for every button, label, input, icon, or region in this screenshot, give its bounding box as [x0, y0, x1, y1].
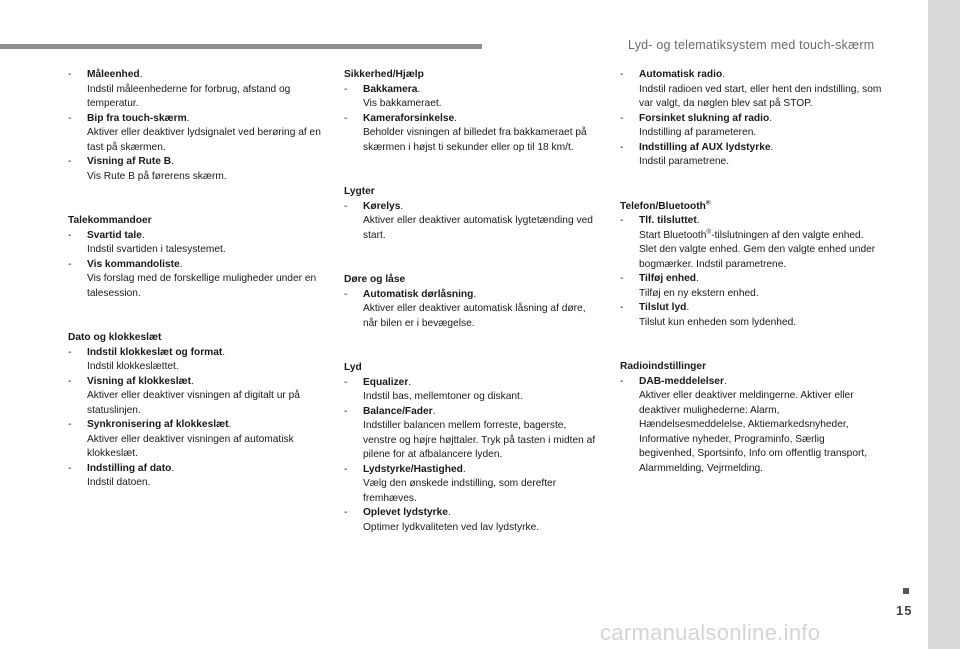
setting-name-line: Bip fra touch-skærm. — [87, 112, 190, 124]
setting-item — [344, 463, 599, 507]
setting-name-line: Forsinket slukning af radio. — [639, 112, 773, 124]
setting-name-line: Måleenhed. — [87, 69, 143, 80]
setting-description-text: Indstil klokkeslættet. — [87, 361, 179, 372]
setting-description — [363, 97, 599, 112]
setting-name: Visning af klokkeslæt — [87, 375, 191, 387]
list-dash: - — [68, 69, 72, 80]
setting-description — [87, 170, 330, 185]
setting-name-line: Tlf. tilsluttet. — [639, 215, 700, 226]
list-dash: - — [344, 112, 348, 124]
settings-section — [620, 68, 882, 170]
setting-name: Måleenhed — [87, 69, 140, 80]
setting-item — [344, 506, 599, 535]
setting-name-line: Indstil klokkeslæt og format. — [87, 346, 226, 358]
setting-description-text: Aktiver eller deaktiver automatisk låsning af døre, når bilen er i bevægelse. — [363, 303, 586, 329]
setting-item — [68, 346, 330, 375]
setting-item — [620, 375, 882, 477]
setting-name-line: Balance/Fader. — [363, 405, 436, 417]
setting-item — [344, 376, 599, 405]
settings-section — [68, 214, 330, 301]
setting-description-text: Indstil datoen. — [87, 477, 151, 488]
column-1 — [68, 68, 330, 521]
setting-name-line: Bakkamera. — [363, 83, 421, 95]
setting-description-text: Aktiver eller deaktiver meldingerne. Aktiver eller deaktiver mulighederne: Alarm, Hændelsesmeddelelse, Aktiemarkedsnyheder, Informative nyheder, Programinfo, Særlig begivenhed, Sportsinfo, Info om offentlig transport, Alarmmelding, Vejrmelding. — [639, 390, 868, 474]
list-dash: - — [344, 83, 348, 95]
list-dash: - — [620, 112, 624, 124]
setting-name: Forsinket slukning af radio — [639, 112, 770, 124]
setting-description-text: Vis bakkameraet. — [363, 98, 442, 109]
registered-mark: ® — [705, 199, 711, 207]
setting-name: Tilslut lyd — [639, 302, 687, 313]
setting-description — [87, 272, 330, 301]
setting-description — [639, 229, 882, 273]
list-dash: - — [68, 229, 72, 241]
section-title — [68, 331, 330, 346]
list-dash: - — [68, 462, 72, 474]
setting-item — [68, 229, 330, 258]
section-title — [68, 214, 330, 229]
setting-item — [344, 112, 599, 156]
setting-name: Indstilling af AUX lydstyrke — [639, 141, 771, 153]
setting-description — [363, 419, 599, 463]
section-title-text: Sikkerhed/Hjælp — [344, 69, 424, 80]
settings-section — [68, 68, 330, 184]
setting-name-line: Oplevet lydstyrke. — [363, 507, 451, 518]
setting-item — [620, 68, 882, 112]
list-dash: - — [344, 507, 348, 518]
setting-name: Visning af Rute B — [87, 156, 172, 167]
setting-description-text: Vis forslag med de forskellige muligheder under en talesession. — [87, 273, 317, 299]
list-dash: - — [620, 215, 624, 226]
setting-name-line: Vis kommandoliste. — [87, 258, 183, 270]
setting-description — [639, 287, 882, 302]
setting-description-text: Indstiller balancen mellem forreste, bagerste, venstre og højre højttaler. Tryk på tasten i midten af pilene for at afbalancere lyden. — [363, 420, 596, 460]
settings-section — [344, 273, 599, 331]
list-dash: - — [68, 112, 72, 124]
setting-item — [620, 272, 882, 301]
setting-name-line: Lydstyrke/Hastighed. — [363, 463, 466, 475]
watermark: carmanualsonline.info — [600, 620, 821, 645]
list-dash: - — [344, 288, 348, 300]
list-dash: - — [68, 346, 72, 358]
list-dash: - — [344, 376, 348, 388]
setting-description — [639, 126, 882, 141]
list-dash: - — [68, 258, 72, 270]
setting-description-text: Indstil måleenhederne for forbrug, afstand og temperatur. — [87, 83, 291, 109]
section-title — [344, 273, 599, 288]
setting-name-line: Kameraforsinkelse. — [363, 112, 458, 124]
setting-name: Synkronisering af klokkeslæt — [87, 419, 229, 430]
settings-section — [620, 360, 882, 476]
section-title-text: Dato og klokkeslæt — [68, 332, 162, 343]
setting-description — [87, 83, 330, 112]
setting-description-text: Beholder visningen af billedet fra bakkameraet på skærmen i højst ti sekunder eller op til 18 km/t. — [363, 127, 587, 153]
setting-item — [68, 155, 330, 184]
setting-description — [639, 83, 882, 112]
setting-description — [87, 243, 330, 258]
setting-item — [68, 375, 330, 419]
side-strip — [928, 0, 960, 649]
section-title-text: Lyd — [344, 362, 362, 373]
list-dash: - — [344, 200, 348, 212]
setting-description-text: Indstil parametrene. — [639, 156, 730, 167]
setting-description — [87, 126, 330, 155]
setting-item — [344, 200, 599, 244]
setting-description-text: Vis Rute B på førerens skærm. — [87, 170, 227, 182]
setting-description — [639, 389, 882, 476]
setting-name: Automatisk radio — [639, 69, 723, 80]
setting-name-line: Synkronisering af klokkeslæt. — [87, 419, 232, 430]
setting-name: DAB-meddelelser — [639, 375, 724, 387]
setting-name: Lydstyrke/Hastighed — [363, 463, 463, 475]
list-dash: - — [620, 273, 624, 284]
section-title-text: Talekommandoer — [68, 215, 152, 226]
list-dash: - — [68, 375, 72, 387]
section-title-text: Radioindstillinger — [620, 361, 707, 372]
setting-item — [620, 214, 882, 272]
setting-description — [87, 433, 330, 462]
settings-section — [344, 185, 599, 243]
section-title — [344, 68, 599, 83]
setting-name: Automatisk dørlåsning — [363, 288, 474, 300]
setting-name: Bakkamera — [363, 83, 418, 95]
setting-description-text: Tilslut kun enheden som lydenhed. — [639, 316, 797, 328]
setting-description-text: Vælg den ønskede indstilling, som derefter fremhæves. — [363, 478, 557, 504]
setting-description — [87, 389, 330, 418]
column-3 — [620, 68, 882, 506]
section-title-text: Telefon/Bluetooth — [620, 200, 706, 212]
setting-name-line: Visning af Rute B. — [87, 156, 174, 167]
setting-item — [68, 418, 330, 462]
setting-name-line: Tilføj enhed. — [639, 273, 699, 284]
column-2 — [344, 68, 599, 565]
setting-name: Kørelys — [363, 200, 401, 212]
setting-description — [363, 126, 599, 155]
setting-name-line: Svartid tale. — [87, 229, 145, 241]
section-title — [344, 361, 599, 376]
setting-description-text: Indstil svartiden i talesystemet. — [87, 244, 226, 255]
setting-name: Svartid tale — [87, 229, 142, 241]
setting-name: Indstil klokkeslæt og format — [87, 346, 223, 358]
section-title-text: Døre og låse — [344, 274, 406, 285]
setting-description-text: Aktiver eller deaktiver visningen af digitalt ur på statuslinjen. — [87, 390, 300, 416]
setting-description-text: Indstilling af parameteren. — [639, 127, 757, 138]
setting-name: Tilføj enhed — [639, 273, 696, 284]
page-number: 15 — [896, 603, 913, 618]
setting-item — [344, 83, 599, 112]
setting-description-prefix: Start Bluetooth — [639, 229, 707, 241]
setting-item — [68, 112, 330, 156]
list-dash: - — [68, 156, 72, 167]
list-dash: - — [620, 375, 624, 387]
setting-item — [68, 462, 330, 491]
setting-item — [620, 301, 882, 330]
setting-description — [87, 476, 330, 491]
setting-name-line: Indstilling af AUX lydstyrke. — [639, 141, 774, 153]
setting-description — [639, 316, 882, 331]
setting-description-text: Optimer lydkvaliteten ved lav lydstyrke. — [363, 521, 540, 533]
setting-description — [363, 477, 599, 506]
setting-description-text: Tilføj en ny ekstern enhed. — [639, 287, 759, 299]
setting-name-line: Automatisk dørlåsning. — [363, 288, 477, 300]
setting-name-line: Tilslut lyd. — [639, 302, 690, 313]
setting-description — [363, 521, 599, 536]
setting-description — [87, 360, 330, 375]
setting-item — [68, 258, 330, 302]
settings-section — [620, 200, 882, 331]
setting-name: Kameraforsinkelse — [363, 112, 455, 124]
setting-description-text: Indstil radioen ved start, eller hent den indstilling, som var valgt, da nøglen blev sat på STOP. — [639, 83, 882, 109]
section-title — [344, 185, 599, 200]
setting-description-text: Aktiver eller deaktiver lydsignalet ved berøring af en tast på skærmen. — [87, 127, 321, 153]
section-title — [620, 200, 882, 215]
setting-item — [344, 288, 599, 332]
setting-name-line: Visning af klokkeslæt. — [87, 375, 194, 387]
setting-name: Balance/Fader — [363, 405, 433, 417]
list-dash: - — [344, 463, 348, 475]
setting-name: Bip fra touch-skærm — [87, 112, 187, 124]
section-title — [620, 360, 882, 375]
setting-name: Oplevet lydstyrke — [363, 507, 448, 518]
setting-description — [363, 302, 599, 331]
setting-item — [68, 68, 330, 112]
setting-item — [344, 405, 599, 463]
setting-description-text: Aktiver eller deaktiver automatisk lygtetænding ved start. — [363, 215, 593, 241]
setting-name: Vis kommandoliste — [87, 258, 180, 270]
header-rule — [0, 44, 482, 49]
list-dash: - — [344, 405, 348, 417]
list-dash: - — [68, 419, 72, 430]
setting-description-text: Indstil bas, mellemtoner og diskant. — [363, 391, 523, 402]
setting-description-text: Aktiver eller deaktiver visningen af automatisk klokkeslæt. — [87, 433, 294, 459]
settings-section — [344, 68, 599, 155]
setting-description — [363, 390, 599, 405]
settings-section — [68, 331, 330, 491]
settings-section — [344, 361, 599, 535]
setting-description — [639, 155, 882, 170]
setting-name: Indstilling af dato — [87, 462, 172, 474]
page-end-marker — [903, 588, 909, 594]
setting-name-line: Automatisk radio. — [639, 69, 726, 80]
setting-item — [620, 141, 882, 170]
setting-name: Equalizer — [363, 376, 409, 388]
page-header-title: Lyd- og telematiksystem med touch-skærm — [628, 38, 875, 52]
setting-name-line: DAB-meddelelser. — [639, 375, 727, 387]
list-dash: - — [620, 302, 624, 313]
setting-name: Tlf. tilsluttet — [639, 215, 697, 226]
setting-description-text: -tilslutningen af den valgte enhed. Slet den valgte enhed. Gem den valgte enhed under bogmærker. Indstil parametrene. — [639, 229, 876, 270]
setting-item — [620, 112, 882, 141]
registered-mark: ® — [706, 228, 712, 236]
setting-name-line: Equalizer. — [363, 376, 412, 388]
list-dash: - — [620, 141, 624, 153]
setting-name-line: Kørelys. — [363, 200, 404, 212]
setting-description — [363, 214, 599, 243]
list-dash: - — [620, 69, 624, 80]
setting-name-line: Indstilling af dato. — [87, 462, 175, 474]
section-title-text: Lygter — [344, 186, 375, 197]
